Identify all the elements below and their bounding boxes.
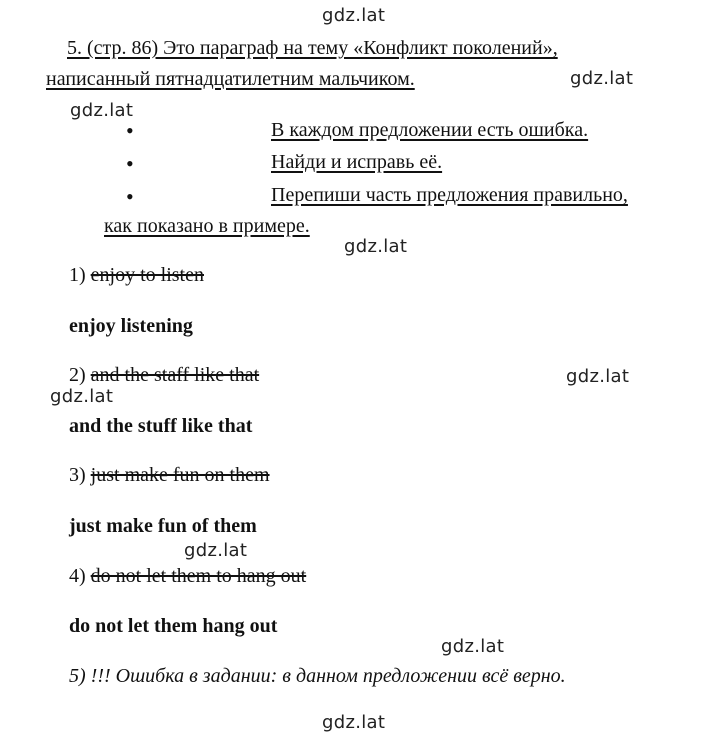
item-number: 3) xyxy=(69,464,86,486)
answer-wrong-line xyxy=(69,565,306,588)
instruction-item: Перепиши часть предложения правильно, xyxy=(271,184,628,206)
answer-wrong-line xyxy=(69,264,204,287)
watermark-text: gdz.lat xyxy=(322,5,386,26)
watermark-text: gdz.lat xyxy=(344,236,408,257)
item-number: 2) xyxy=(69,364,86,386)
correct-phrase: do not let them hang out xyxy=(69,615,278,637)
bullet-marker: • xyxy=(126,118,134,143)
watermark-text: gdz.lat xyxy=(570,68,634,89)
watermark-text: gdz.lat xyxy=(184,540,248,561)
task-heading-line-1: 5. (стр. 86) Это параграф на тему «Конфликт поколений», xyxy=(67,37,558,59)
watermark-text: gdz.lat xyxy=(50,386,114,407)
wrong-phrase: just make fun on them xyxy=(90,464,270,486)
bullet-marker: • xyxy=(126,151,134,176)
error-note: 5) !!! Ошибка в задании: в данном предложении всё верно. xyxy=(69,665,566,687)
task-heading-line-2: написанный пятнадцатилетним мальчиком. xyxy=(46,68,415,90)
wrong-phrase: do not let them to hang out xyxy=(90,565,307,587)
correct-phrase: and the stuff like that xyxy=(69,415,253,437)
watermark-text: gdz.lat xyxy=(566,366,630,387)
answer-wrong-line xyxy=(69,464,270,487)
watermark-text: gdz.lat xyxy=(441,636,505,657)
instruction-item: Найди и исправь её. xyxy=(271,151,443,173)
bullet-marker: • xyxy=(126,184,134,209)
instruction-continuation: как показано в примере. xyxy=(104,215,310,237)
correct-phrase: just make fun of them xyxy=(69,515,257,537)
watermark-text: gdz.lat xyxy=(322,712,386,733)
item-number: 4) xyxy=(69,565,86,587)
watermark-text: gdz.lat xyxy=(70,100,134,121)
instruction-item: В каждом предложении есть ошибка. xyxy=(271,119,589,141)
wrong-phrase: enjoy to listen xyxy=(90,264,204,286)
wrong-phrase: and the staff like that xyxy=(90,364,260,386)
answer-wrong-line xyxy=(69,364,259,387)
item-number: 1) xyxy=(69,264,86,286)
correct-phrase: enjoy listening xyxy=(69,315,193,337)
